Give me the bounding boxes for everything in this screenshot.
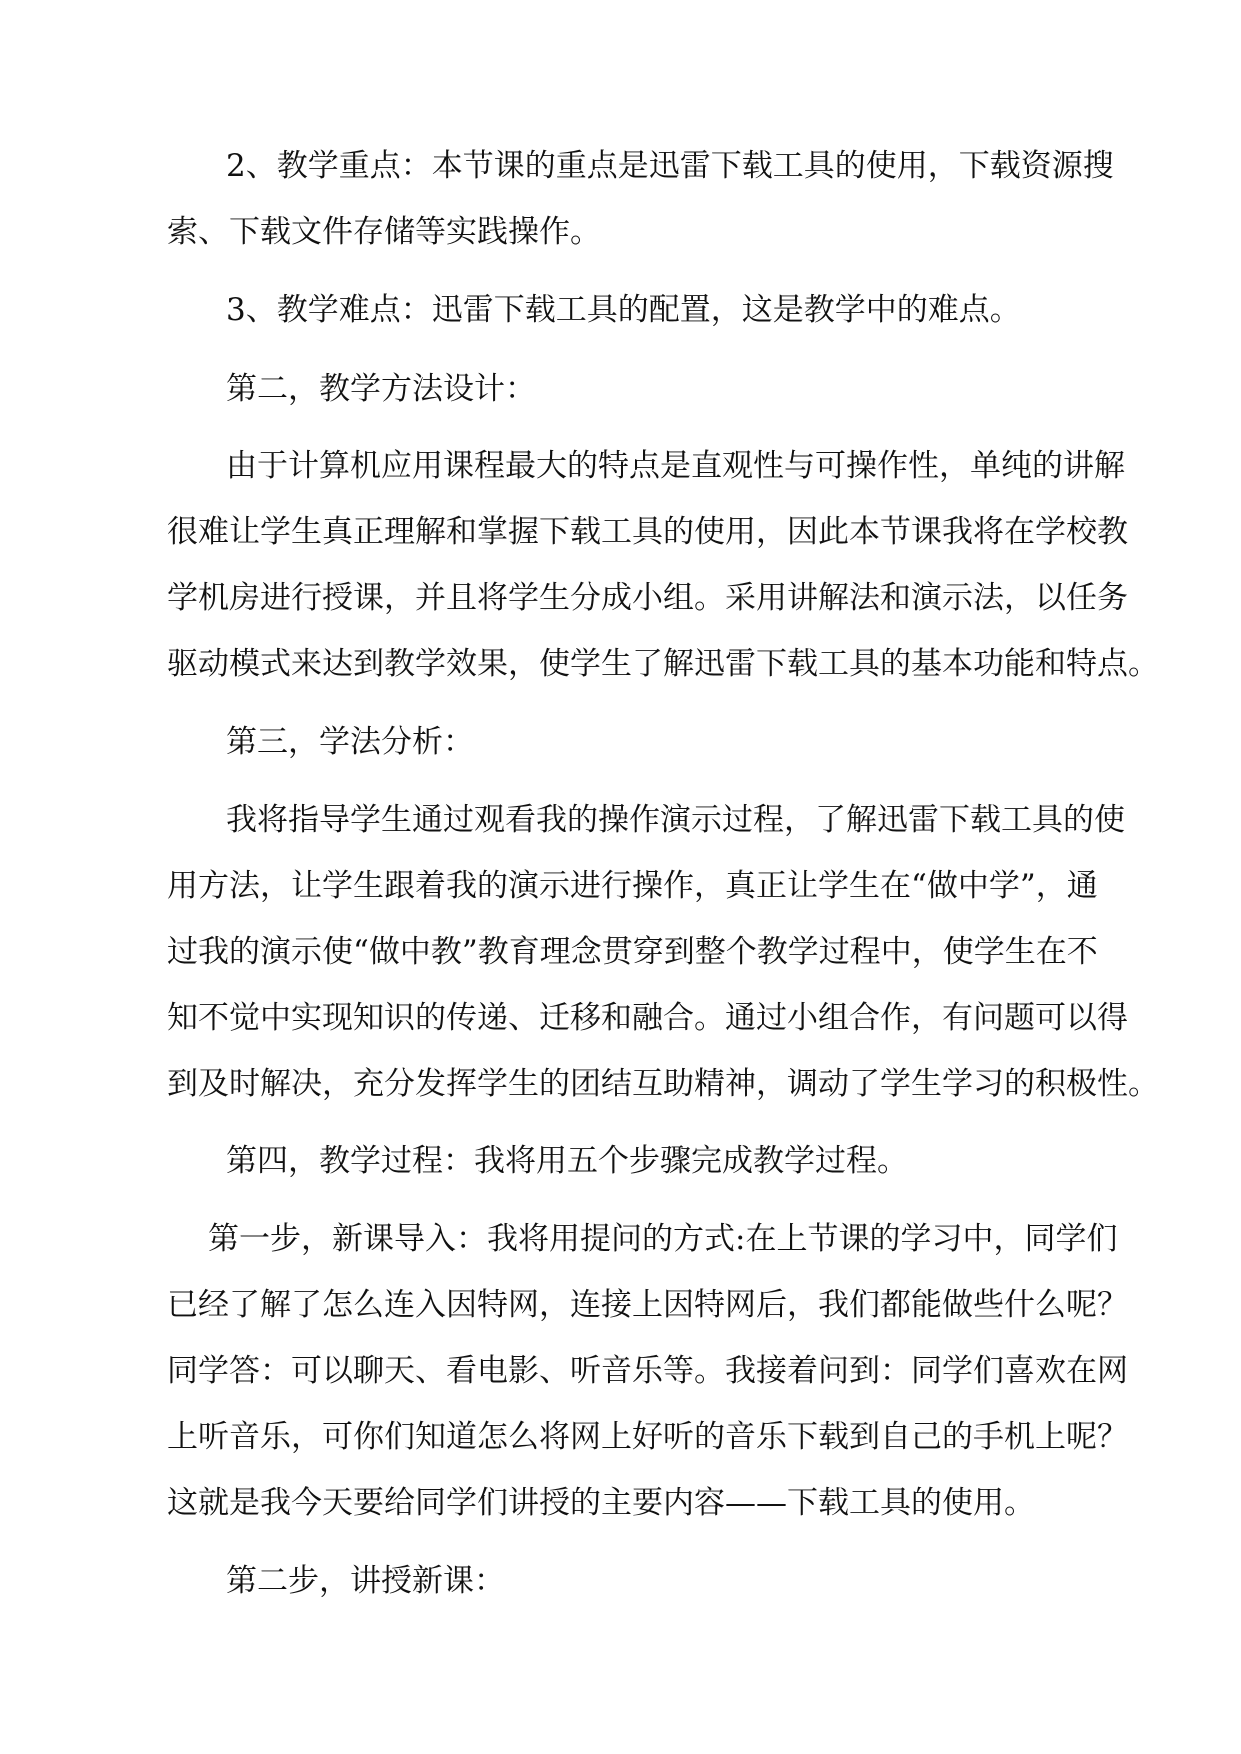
text-line: 由于计算机应用课程最大的特点是直观性与可操作性，单纯的讲解 <box>226 448 1125 484</box>
text-line: 到及时解决，充分发挥学生的团结互助精神，调动了学生学习的积极性。 <box>167 1066 1159 1102</box>
section-heading: 第四，教学过程：我将用五个步骤完成教学过程。 <box>226 1143 908 1179</box>
text-line: 很难让学生真正理解和掌握下载工具的使用，因此本节课我将在学校教 <box>167 514 1128 550</box>
text-line: 同学答：可以聊天、看电影、听音乐等。我接着问到：同学们喜欢在网 <box>167 1353 1128 1389</box>
text-line: 2、教学重点：本节课的重点是迅雷下载工具的使用，下载资源搜 <box>226 148 1114 184</box>
text-line: 3、教学难点：迅雷下载工具的配置，这是教学中的难点。 <box>226 292 1021 328</box>
text-line: 知不觉中实现知识的传递、迁移和融合。通过小组合作，有问题可以得 <box>167 1000 1128 1036</box>
text-line: 我将指导学生通过观看我的操作演示过程，了解迅雷下载工具的使 <box>226 802 1125 838</box>
section-heading: 第三，学法分析： <box>226 724 474 760</box>
text-line: 上听音乐，可你们知道怎么将网上好听的音乐下载到自己的手机上呢？ <box>167 1419 1128 1455</box>
text-line: 学机房进行授课，并且将学生分成小组。采用讲解法和演示法，以任务 <box>167 580 1128 616</box>
text-line: 第一步，新课导入：我将用提问的方式:在上节课的学习中，同学们 <box>208 1221 1118 1257</box>
text-line: 用方法，让学生跟着我的演示进行操作，真正让学生在“做中学”，通 <box>167 868 1098 904</box>
text-line: 已经了解了怎么连入因特网，连接上因特网后，我们都能做些什么呢？ <box>167 1287 1128 1323</box>
text-line: 过我的演示使“做中教”教育理念贯穿到整个教学过程中，使学生在不 <box>167 934 1098 970</box>
section-heading: 第二，教学方法设计： <box>226 371 536 407</box>
text-line: 索、下载文件存储等实践操作。 <box>167 214 601 250</box>
section-heading: 第二步，讲授新课： <box>226 1563 505 1599</box>
text-line: 这就是我今天要给同学们讲授的主要内容——下载工具的使用。 <box>167 1485 1035 1521</box>
text-line: 驱动模式来达到教学效果，使学生了解迅雷下载工具的基本功能和特点。 <box>167 646 1159 682</box>
